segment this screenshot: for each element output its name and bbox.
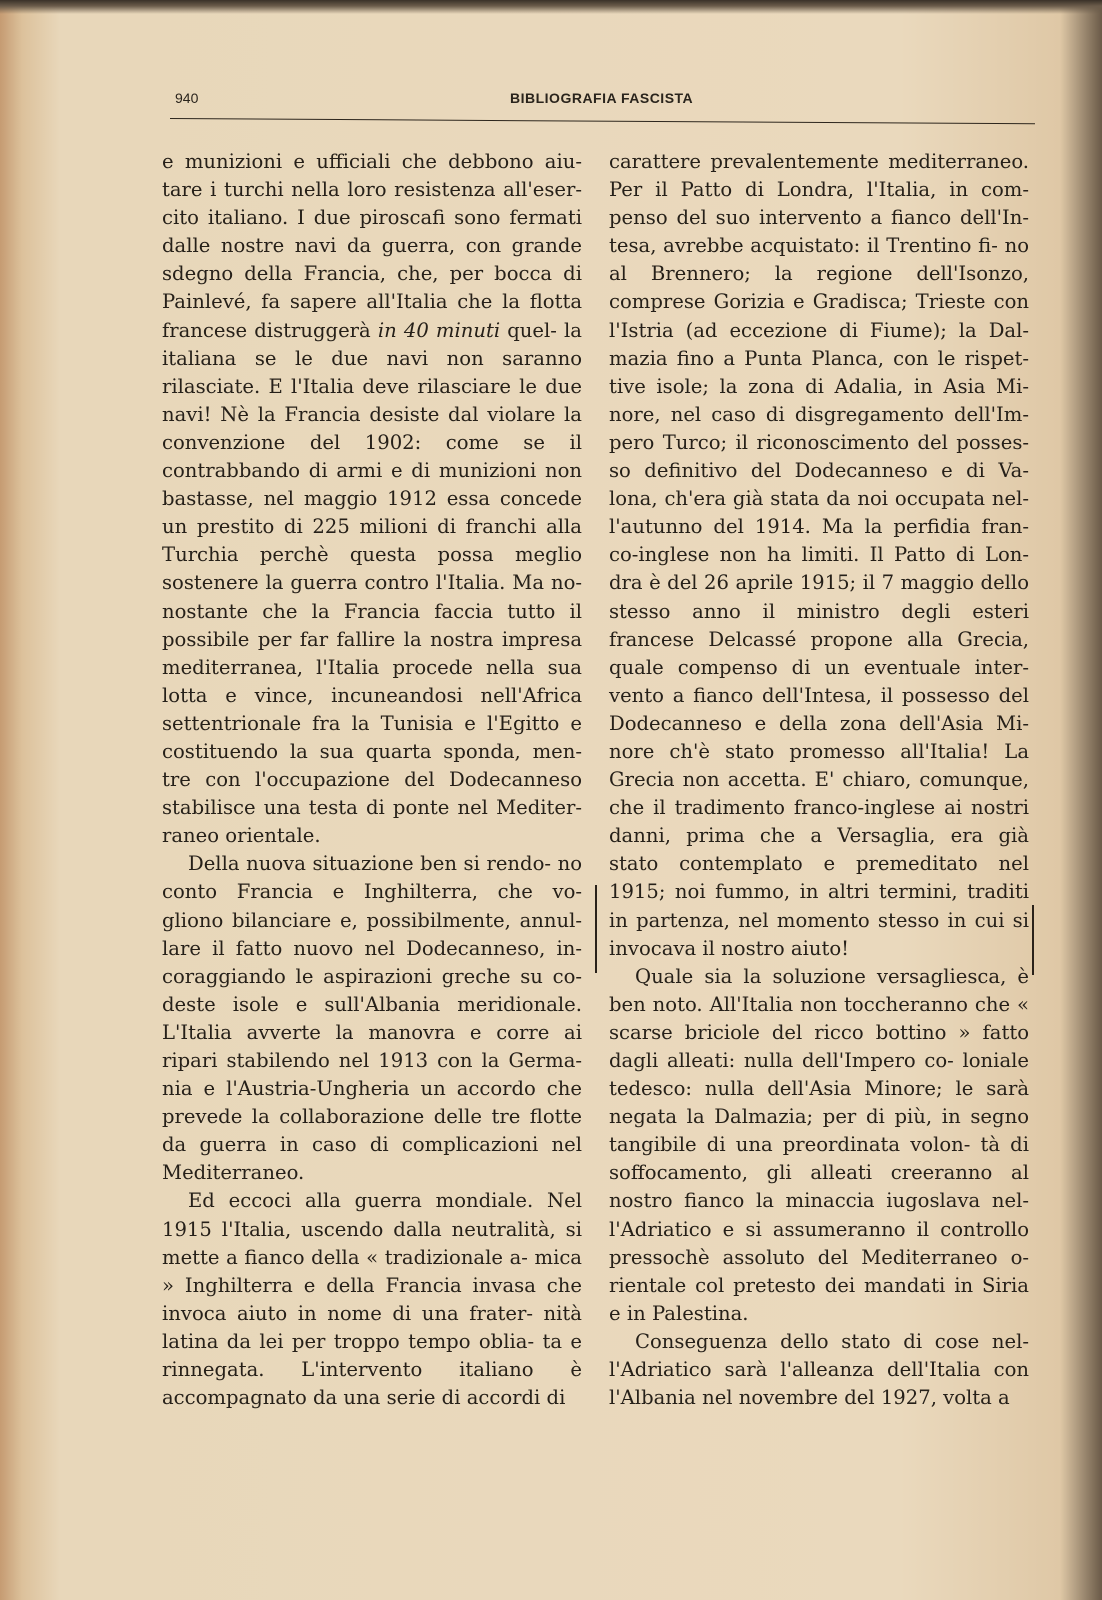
- paragraph: Conseguenza dello stato di cose nel- l'Adriatico sarà l'alleanza dell'Italia con l'Albania nel novembre del 1927, volta a: [609, 1329, 1029, 1410]
- margin-mark-right: [1032, 905, 1038, 975]
- paragraph: carattere prevalentemente mediterraneo. Per il Patto di Londra, l'Italia, in com- penso del suo intervento a fianco dell'In- tesa, avrebbe acquistato: il Trentino fi- no al Brennero; la regione dell'Isonzo, comprese Gorizia e Gradisca; Trieste con l'Istria (ad eccezione di Fiume); la Dal- mazia fino a Punta Planca, con le rispet- tive isole; la zona di Adalia, in Asia Mi- nore, nel caso di disgregamento dell'Im- pero Turco; il riconoscimento del posses- so definitivo del Dodecanneso e di Va- lona, ch'era già stata da noi occupata nel- l'autunno del 1914. Ma la perfidia fran- co-inglese non ha limiti. Il Patto di Lon- dra è del 26 aprile 1915; il 7 maggio dello stesso anno il ministro degli esteri francese Delcassé propone alla Grecia, quale compenso di un eventuale inter- vento a fianco dell'Intesa, il possesso del Dodecanneso e della zona dell'Asia Mi- nore ch'è stato promesso all'Italia! La Grecia non accetta. E' chiaro, comunque, che il tradimento franco-inglese ai nostri danni, prima che a Versaglia, era già stato contemplato e premeditato nel 1915; noi fummo, in altri termini, traditi in partenza, nel momento stesso in cui si invocava il nostro aiuto!: [609, 150, 1029, 960]
- left-column: [162, 148, 582, 1412]
- page-number: 940: [175, 90, 199, 106]
- paragraph: Della nuova situazione ben si rendo- no conto Francia e Inghilterra, che vo- gliono bilanciare e, possibilmente, annul- lare il fatto nuovo nel Dodecanneso, in- coraggiando le aspirazioni greche su co- deste isole e sull'Albania meridionale. L'Italia avverte la manovra e corre ai ripari stabilendo nel 1913 con la Germa- nia e l'Austria-Ungheria un accordo che prevede la collaborazione delle tre flotte da guerra in caso di complicazioni nel Mediterraneo.: [162, 852, 582, 1185]
- page-header: [175, 90, 1035, 114]
- right-column: [609, 148, 1029, 1412]
- header-rule: [170, 118, 1035, 124]
- paragraph: Quale sia la soluzione versagliesca, è ben noto. All'Italia non toccheranno che « scarse briciole del ricco bottino » fatto dagli alleati: nulla dell'Impero co- loniale tedesco: nulla dell'Asia Minore; le sarà negata la Dalmazia; per di più, in segno tangibile di una preordinata volon- tà di soffocamento, gli alleati creeranno al nostro fianco la minaccia iugoslava nel- l'Adriatico e si assumeranno il controllo pressochè assoluto del Mediterraneo o- rientale col pretesto dei mandati in Siria e in Palestina.: [609, 964, 1029, 1325]
- paragraph: Ed eccoci alla guerra mondiale. Nel 1915 l'Italia, uscendo dalla neutralità, si mette a fianco della « tradizionale a- mica » Inghilterra e della Francia invasa che invoca aiuto in nome di una frater- nità latina da lei per troppo tempo oblia- ta e rinnegata. L'intervento italiano è accompagnato da una serie di accordi di: [162, 1189, 582, 1410]
- text-run: quel- la italiana se le due navi non saranno rilasciate. E l'Italia deve rilasciare le due navi! Nè la Francia desiste dal violare la convenzione del 1902: come se il contrabbando di armi e di munizioni non bastasse, nel maggio 1912 essa concede un prestito di 225 milioni di franchi alla Turchia perchè questa possa meglio sostenere la guerra contro l'Italia. Ma no- nostante che la Francia faccia tutto il possibile per far fallire la nostra impresa mediterranea, l'Italia procede nella sua lotta e vince, incuneandosi nell'Africa settentrionale fra la Tunisia e l'Egitto e costituendo la sua quarta sponda, men- tre con l'occupazione del Dodecanneso stabilisce una testa di ponte nel Mediter- raneo orientale.: [162, 318, 582, 848]
- margin-mark-left: [595, 885, 605, 973]
- running-title: BIBLIOGRAFIA FASCISTA: [510, 90, 694, 106]
- italic-text: in 40 minuti: [377, 318, 501, 342]
- paragraph: [162, 148, 582, 850]
- page-top-shadow: [0, 0, 1102, 14]
- text-run: e munizioni e ufficiali che debbono aiu- tare i turchi nella loro resistenza all'eser- cito italiano. I due piroscafi sono fermati dalle nostre navi da guerra, con grande sdegno della Francia, che, per bocca di Painlevé, fa sapere all'Italia che la flotta francese distruggerà: [162, 150, 582, 342]
